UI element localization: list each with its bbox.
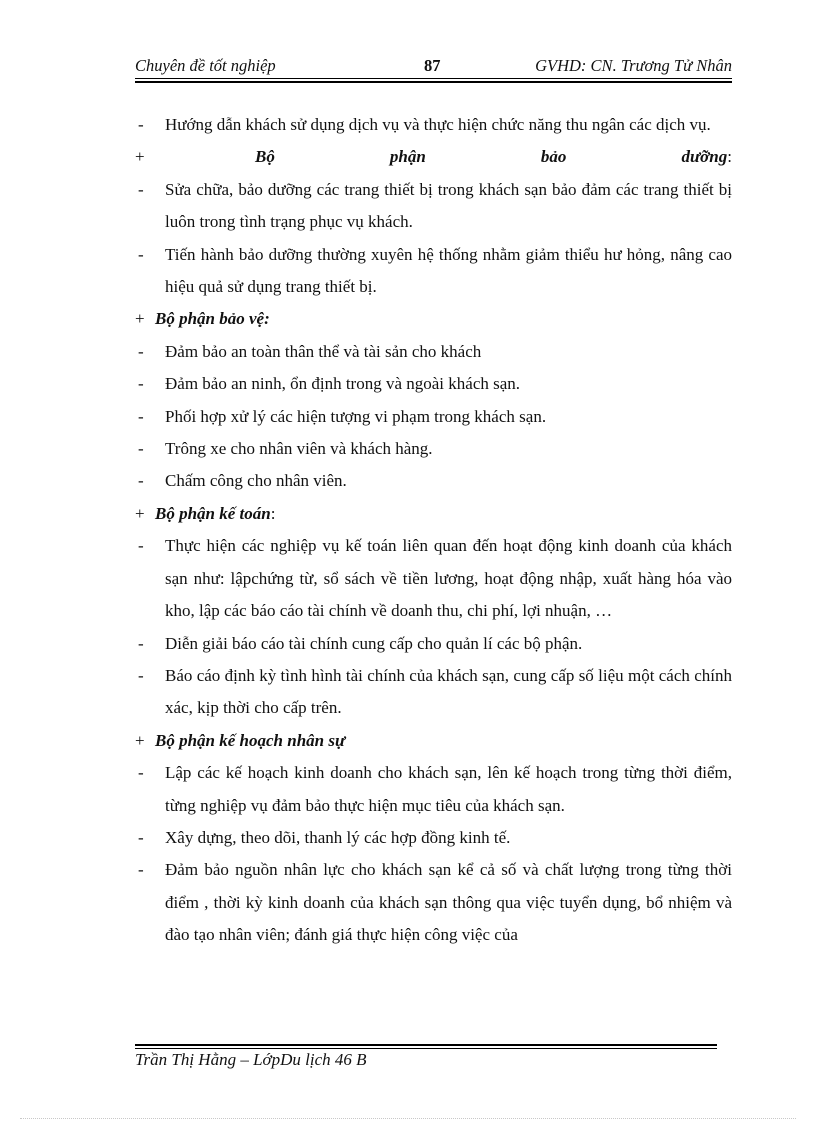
list-item <box>135 109 732 141</box>
section-heading-colon: : <box>270 503 276 523</box>
page-edge-divider <box>20 1118 796 1119</box>
dash-bullet: - <box>138 439 144 459</box>
dash-bullet: - <box>138 860 144 880</box>
list-item <box>135 368 732 400</box>
list-item-text: Đảm bảo an ninh, ổn định trong và ngoài khách sạn. <box>165 374 521 394</box>
section-heading-colon: : <box>727 147 732 167</box>
dash-bullet: - <box>138 179 144 199</box>
list-item <box>135 822 732 854</box>
list-item-text: Chấm công cho nhân viên. <box>165 471 347 491</box>
plus-bullet: + <box>135 503 145 523</box>
list-item <box>135 239 732 304</box>
section-heading-text: Bộ phận bảo vệ: <box>155 309 270 329</box>
list-item <box>135 336 732 368</box>
dash-bullet: - <box>138 115 144 134</box>
header-rule-thin <box>135 78 732 79</box>
list-item <box>135 854 732 951</box>
list-item <box>135 465 732 497</box>
dash-bullet: - <box>138 244 144 264</box>
section-heading <box>135 725 732 757</box>
dash-bullet: - <box>138 827 144 847</box>
dash-bullet: - <box>138 665 144 685</box>
section-heading <box>135 141 732 173</box>
section-heading <box>135 498 732 530</box>
section-heading-text: Bộ phận bảo dưỡng <box>255 147 728 167</box>
header-rule-thick <box>135 81 732 83</box>
footer-rule-thick <box>135 1044 717 1046</box>
list-item <box>135 174 732 239</box>
list-item-text: Đảm bảo an toàn thân thể và tài sản cho khách <box>165 341 482 361</box>
list-item-text: Sửa chữa, bảo dưỡng các trang thiết bị trong khách sạn bảo đảm các trang thiết bị luôn trong tình trạng phục vụ khách. <box>165 179 732 232</box>
page-header <box>135 56 732 78</box>
page-footer: Trần Thị Hằng – LớpDu lịch 46 B <box>135 1050 367 1069</box>
list-item-text: Trông xe cho nhân viên và khách hàng. <box>165 439 433 459</box>
list-item-text: Thực hiện các nghiệp vụ kế toán liên quan đến hoạt động kinh doanh của khách sạn như: lậpchứng từ, sổ sách về tiền lương, hoạt động nhập, xuất hàng hóa vào kho, lập các báo cáo tài chính về doanh thu, chi phí, lợi nhuận, … <box>165 536 732 621</box>
list-item-text: Đảm bảo nguồn nhân lực cho khách sạn kể cả số và chất lượng trong từng thời điểm , thời kỳ kinh doanh của khách sạn thông qua việc tuyển dụng, bổ nhiệm và đào tạo nhân viên; đánh giá thực hiện công việc của <box>165 860 732 945</box>
list-item-text: Hướng dẫn khách sử dụng dịch vụ và thực hiện chức năng thu ngân các dịch vụ. <box>165 115 711 134</box>
list-item <box>135 660 732 725</box>
plus-bullet: + <box>135 309 145 329</box>
list-item <box>135 433 732 465</box>
section-heading-text: Bộ phận kế toán <box>155 503 271 523</box>
dash-bullet: - <box>138 374 144 394</box>
dash-bullet: - <box>138 633 144 653</box>
list-item <box>135 628 732 660</box>
header-document-type: Chuyên đề tốt nghiệp <box>135 56 276 75</box>
plus-bullet: + <box>135 730 145 750</box>
footer-rule-thin <box>135 1048 717 1049</box>
section-heading <box>135 303 732 335</box>
list-item-text: Lập các kế hoạch kinh doanh cho khách sạn, lên kế hoạch trong từng thời điểm, từng nghiệp vụ đảm bảo thực hiện mục tiêu của khách sạn. <box>165 763 732 815</box>
dash-bullet: - <box>138 763 144 783</box>
list-item-text: Diễn giải báo cáo tài chính cung cấp cho quản lí các bộ phận. <box>165 633 583 653</box>
dash-bullet: - <box>138 536 144 556</box>
header-supervisor: GVHD: CN. Trương Tử Nhân <box>535 56 732 75</box>
dash-bullet: - <box>138 341 144 361</box>
list-item <box>135 401 732 433</box>
header-page-number: 87 <box>424 56 441 75</box>
page-body <box>135 109 732 952</box>
list-item <box>135 530 732 627</box>
list-item <box>135 757 732 822</box>
list-item-text: Báo cáo định kỳ tình hình tài chính của khách sạn, cung cấp số liệu một cách chính xác, kịp thời cho cấp trên. <box>165 665 732 718</box>
list-item-text: Tiến hành bảo dưỡng thường xuyên hệ thống nhằm giảm thiểu hư hỏng, nâng cao hiệu quả sử dụng trang thiết bị. <box>165 244 732 297</box>
list-item-text: Phối hợp xử lý các hiện tượng vi phạm trong khách sạn. <box>165 406 547 426</box>
list-item-text: Xây dựng, theo dõi, thanh lý các hợp đồng kinh tế. <box>165 827 511 847</box>
section-heading-text: Bộ phận kế hoạch nhân sự <box>155 730 346 750</box>
plus-bullet: + <box>135 147 145 167</box>
dash-bullet: - <box>138 471 144 491</box>
dash-bullet: - <box>138 406 144 426</box>
